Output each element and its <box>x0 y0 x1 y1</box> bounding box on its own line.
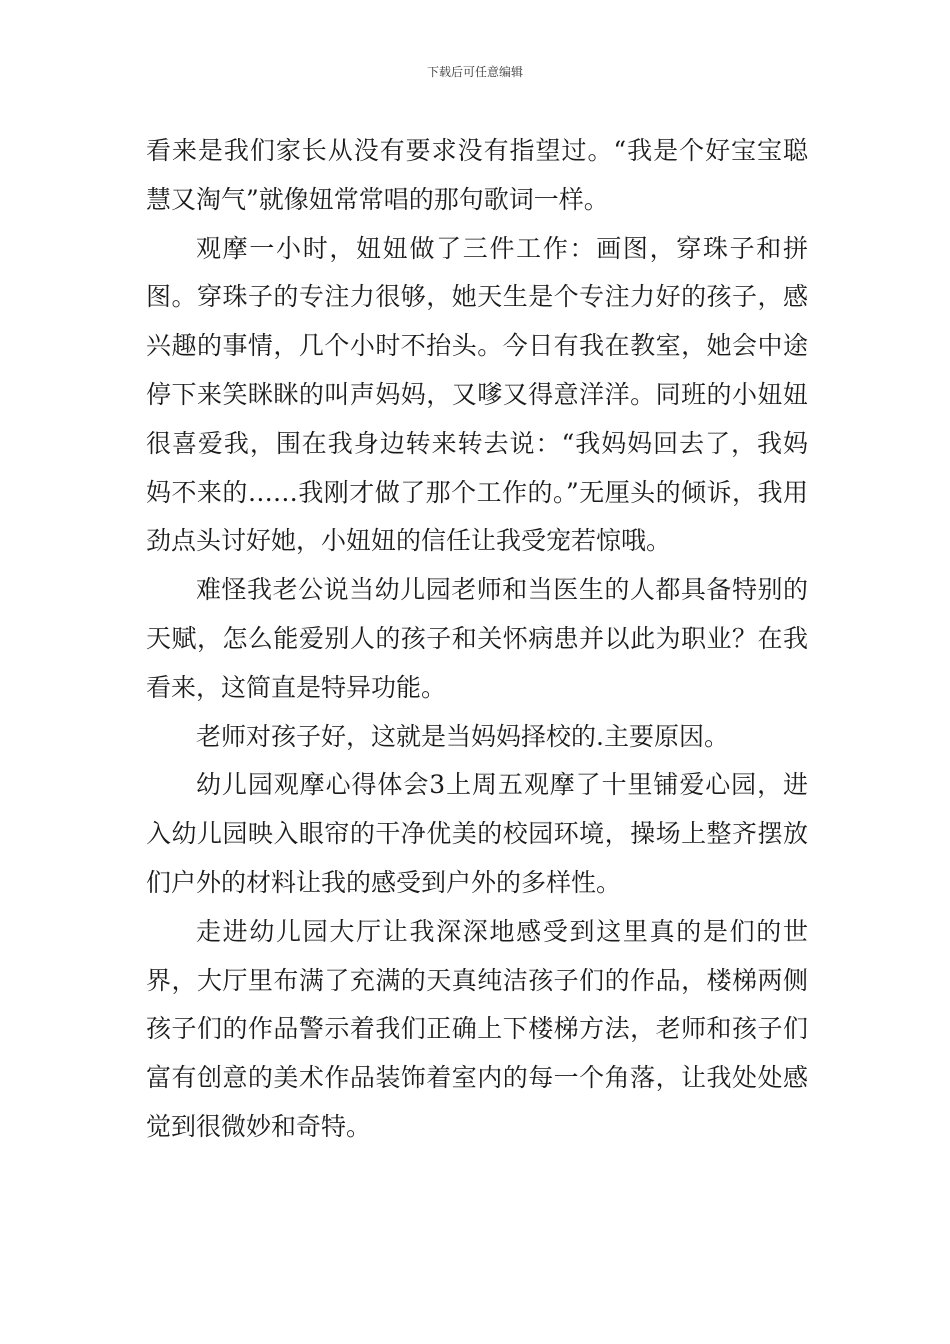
paragraph-main-reason: 老师对孩子好，这就是当妈妈择校的.主要原因。 <box>196 721 729 751</box>
paragraph-hall: 走进幼儿园大厅让我深深地感受到这里真的是们的世界，大厅里布满了充满的天真纯洁孩子们的作品，楼梯两侧孩子们的作品警示着我们正确上下楼梯方法，老师和孩子们富有创意的美术作品装饰着室内的每一个角落，让我处处感觉到很微妙和奇特。 <box>146 916 808 1141</box>
paragraph-continuation: 看来是我们家长从没有要求没有指望过。“我是个好宝宝聪慧又淘气”就像妞常常唱的那句歌词一样。 <box>146 136 808 214</box>
document-body <box>146 127 808 1152</box>
paragraph-observation: 观摩一小时，妞妞做了三件工作：画图，穿珠子和拼图。穿珠子的专注力很够，她天生是个专注力好的孩子，感兴趣的事情，几个小时不抬头。今日有我在教室，她会中途停下来笑眯眯的叫声妈妈，又嗲又得意洋洋。同班的小妞妞很喜爱我，围在我身边转来转去说：“我妈妈回去了，我妈妈不来的……我刚才做了那个工作的。”无厘头的倾诉，我用劲点头讨好她，小妞妞的信任让我受宠若惊哦。 <box>146 233 808 556</box>
page-header: 下载后可任意编辑 <box>426 65 523 79</box>
paragraph-experience-3: 幼儿园观摩心得体会3上周五观摩了十里铺爱心园，进入幼儿园映入眼帘的干净优美的校园环境，操场上整齐摆放们户外的材料让我的感受到户外的多样性。 <box>146 770 808 897</box>
paragraph-teacher-talent: 难怪我老公说当幼儿园老师和当医生的人都具备特别的天赋，怎么能爱别人的孩子和关怀病患并以此为职业？在我看来，这简直是特异功能。 <box>146 575 808 702</box>
